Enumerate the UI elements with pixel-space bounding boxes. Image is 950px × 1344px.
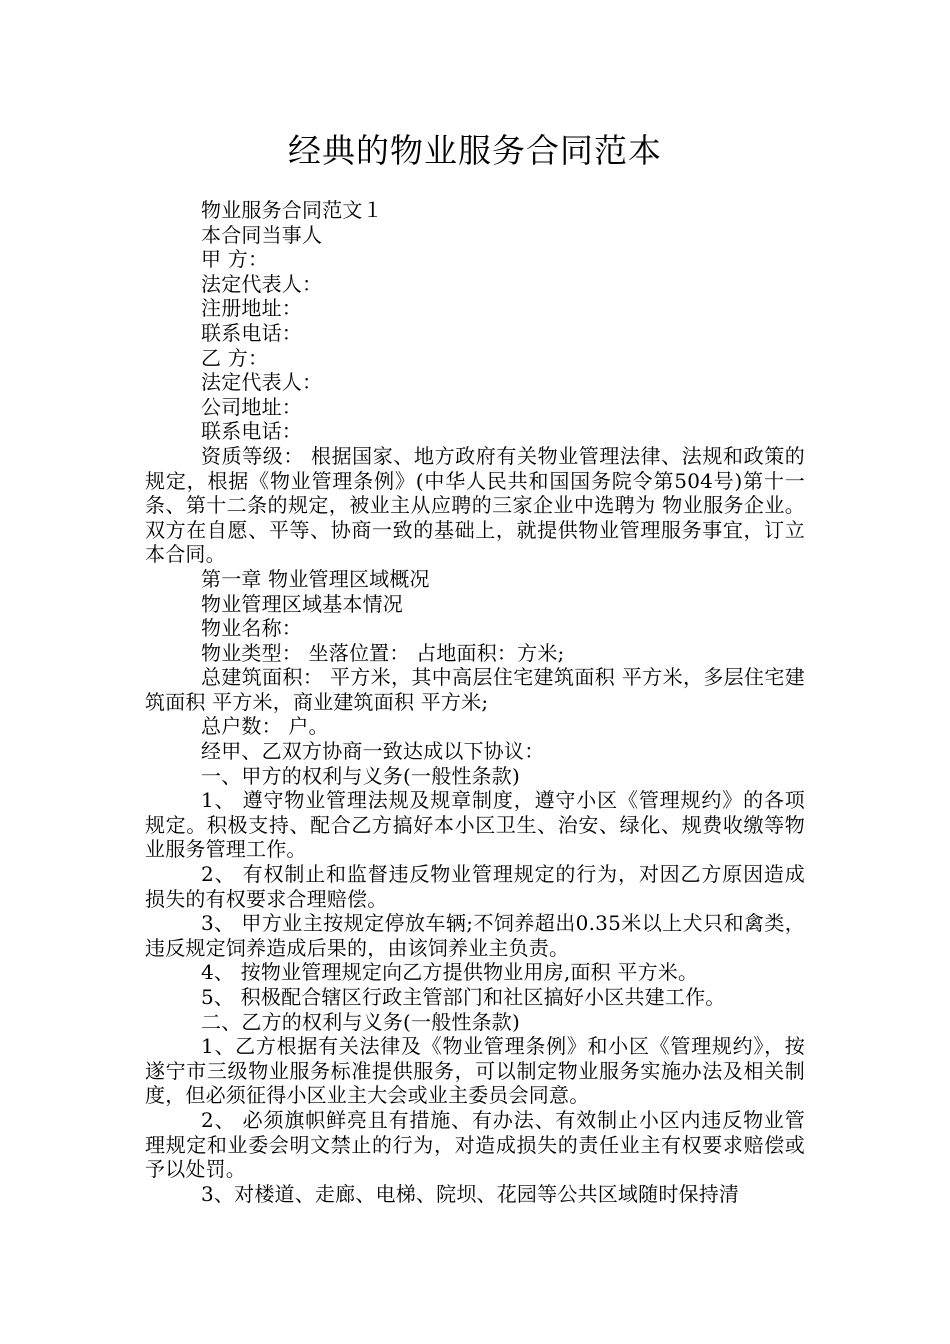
paragraph: 2、 必须旗帜鲜亮且有措施、有办法、有效制止小区内违反物业管理规定和业委会明文禁止的行为，对造成损失的责任业主有权要求赔偿或予以处罚。 bbox=[145, 1107, 805, 1182]
paragraph: 甲 方： bbox=[201, 247, 269, 272]
paragraph: 法定代表人： bbox=[201, 271, 323, 296]
paragraph: 物业管理区域基本情况 bbox=[201, 591, 403, 616]
paragraph: 乙 方： bbox=[201, 345, 269, 370]
paragraph: 注册地址： bbox=[201, 296, 302, 321]
paragraph: 资质等级： 根据国家、地方政府有关物业管理法律、法规和政策的规定，根据《物业管理条例》(中华人民共和国国务院令第504号)第十一条、第十二条的规定，被业主从应聘的三家企业中选聘为 物业服务企业。双方在自愿、平等、协商一致的基础上，就提供物业管理服务事宜，订立本合同。 bbox=[145, 443, 805, 567]
paragraph: 1、 遵守物业管理法规及规章制度，遵守小区《管理规约》的各项规定。积极支持、配合乙方搞好本小区卫生、治安、绿化、规费收缴等物业服务管理工作。 bbox=[145, 788, 805, 862]
paragraph: 联系电话： bbox=[201, 320, 302, 345]
paragraph: 3、 甲方业主按规定停放车辆;不饲养超出0.35米以上犬只和禽类，违反规定饲养造成后果的，由该饲养业主负责。 bbox=[145, 911, 805, 960]
paragraph: 物业类型： 坐落位置： 占地面积：方米; bbox=[201, 640, 565, 665]
paragraph: 2、 有权制止和监督违反物业管理规定的行为，对因乙方原因造成损失的有权要求合理赔偿。 bbox=[145, 862, 805, 911]
document-title: 经典的物业服务合同范本 bbox=[288, 131, 662, 170]
paragraph: 公司地址： bbox=[201, 394, 302, 419]
paragraph: 法定代表人： bbox=[201, 370, 323, 395]
paragraph: 4、 按物业管理规定向乙方提供物业用房,面积 平方米。 bbox=[201, 960, 699, 985]
paragraph: 总建筑面积： 平方米，其中高层住宅建筑面积 平方米，多层住宅建筑面积 平方米，商业建筑面积 平方米; bbox=[145, 665, 805, 714]
paragraph: 5、 积极配合辖区行政主管部门和社区搞好小区共建工作。 bbox=[201, 985, 726, 1009]
document-body bbox=[145, 198, 805, 1206]
paragraph: 1、乙方根据有关法律及《物业管理条例》和小区《管理规约》，按遂宁市三级物业服务标准提供服务，可以制定物业服务实施办法及相关制度，但必须征得小区业主大会或业主委员会同意。 bbox=[145, 1034, 805, 1108]
paragraph: 物业名称： bbox=[201, 616, 302, 641]
paragraph: 物业服务合同范文１ bbox=[201, 198, 383, 222]
paragraph: 二、乙方的权利与义务(一般性条款) bbox=[201, 1009, 521, 1034]
paragraph: 联系电话： bbox=[201, 419, 302, 444]
paragraph: 3、对楼道、走廊、电梯、院坝、花园等公共区域随时保持清 bbox=[201, 1181, 740, 1206]
paragraph: 本合同当事人 bbox=[201, 222, 323, 247]
paragraph: 总户数： 户。 bbox=[201, 714, 329, 739]
paragraph: 第一章 物业管理区域概况 bbox=[201, 566, 430, 591]
paragraph: 经甲、乙双方协商一致达成以下协议： bbox=[201, 739, 545, 764]
paragraph: 一、甲方的权利与义务(一般性条款) bbox=[201, 763, 521, 788]
